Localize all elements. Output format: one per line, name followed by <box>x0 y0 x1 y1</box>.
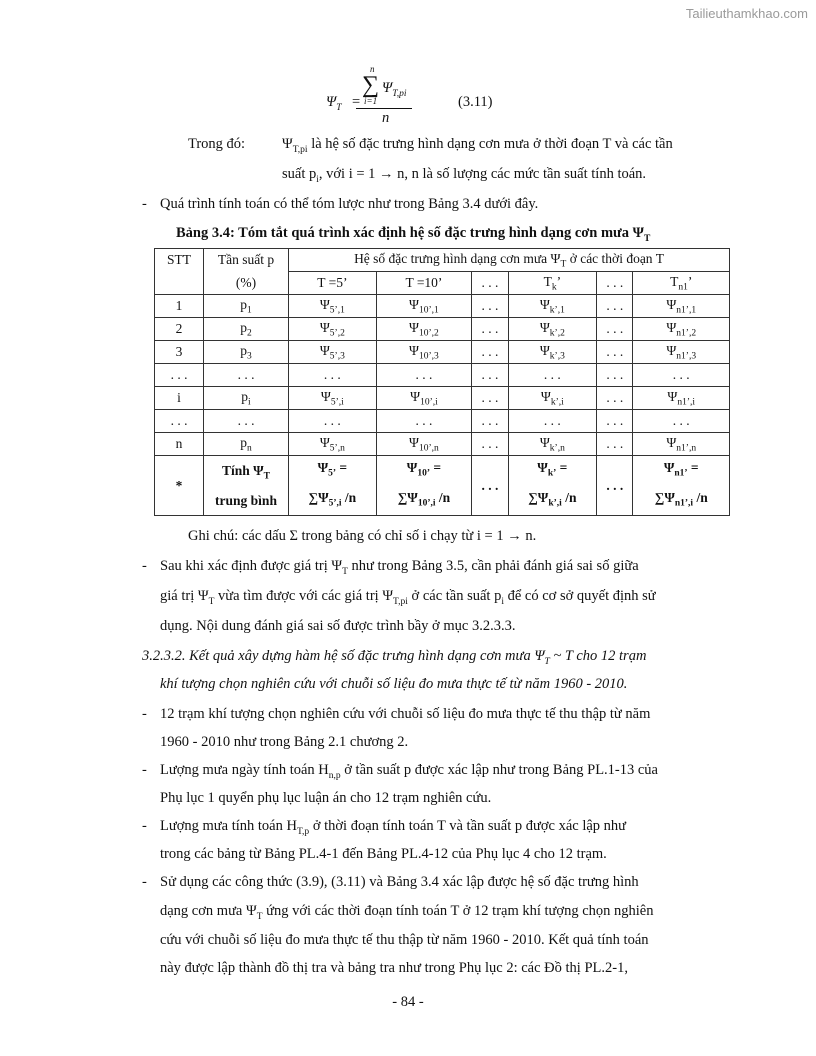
header-stt: STT <box>155 249 204 272</box>
cell-dots: . . . <box>376 410 472 433</box>
section-heading-cont: khí tượng chọn nghiên cứu với chuỗi số liệu đo mưa thực tế từ năm 1960 - 2010. <box>160 676 628 692</box>
header-col-t5: T =5’ <box>289 272 377 295</box>
paragraph-line: dụng. Nội dung đánh giá sai số được trình bầy ở mục 3.2.3.3. <box>160 618 516 634</box>
cell-frequency: $p_1$ <box>204 295 289 318</box>
cell-dots: . . . <box>289 410 377 433</box>
cell-value: $\Psi_{10’,n}$ <box>376 433 472 456</box>
header-col-tn1: $T_{n1}$’ <box>633 272 730 295</box>
paragraph-line: Sử dụng các công thức (3.9), (3.11) và Bảng 3.4 xác lập được hệ số đặc trưng hình <box>160 874 639 890</box>
cell-frequency: $p_n$ <box>204 433 289 456</box>
table-row <box>155 295 730 318</box>
paragraph-line: giá trị $\Psi_T$ vừa tìm được với các giá trị $\Psi_{T,pi}$ ở các tần suất $p_i$ để có cơ sở quyết định sử <box>160 588 656 607</box>
cell-value: $\Psi_{5’,2}$ <box>289 318 377 341</box>
section-heading: 3.2.3.2. Kết quả xây dựng hàm hệ số đặc trưng hình dạng cơn mưa $\Psi_T$ ~ T cho 12 trạm <box>142 648 647 667</box>
cell-dots: . . . <box>633 410 730 433</box>
fraction-bar <box>356 108 412 109</box>
paragraph-line: Sau khi xác định được giá trị $\Psi_T$ như trong Bảng 3.5, cần phải đánh giá sai số giữa <box>160 558 639 577</box>
table-summary-row <box>155 456 730 516</box>
cell-dots: . . . <box>472 295 508 318</box>
cell-value: $\Psi_{5’,n}$ <box>289 433 377 456</box>
cell-summary-label: Tính $\Psi_T$ trung bình <box>204 456 289 516</box>
cell-value: $\Psi_{n1’,1}$ <box>633 295 730 318</box>
cell-value: $\Psi_{n1’,2}$ <box>633 318 730 341</box>
cell-dots: . . . <box>597 456 633 516</box>
paragraph-line: Lượng mưa ngày tính toán $H_{n,p}$ ở tần suất p được xác lập như trong Bảng PL.1-13 của <box>160 762 658 781</box>
formula-3-11 <box>326 62 566 132</box>
cell-frequency: $p_2$ <box>204 318 289 341</box>
cell-value: $\Psi_{10’,3}$ <box>376 341 472 364</box>
definition-label: Trong đó: <box>188 136 246 152</box>
cell-dots: . . . <box>597 433 633 456</box>
formula-number: (3.11) <box>458 94 493 110</box>
cell-dots: . . . <box>472 364 508 387</box>
cell-dots: . . . <box>508 410 597 433</box>
page-number: - 84 - <box>392 994 424 1010</box>
cell-frequency: . . . <box>204 410 289 433</box>
cell-stt: 1 <box>155 295 204 318</box>
cell-dots: . . . <box>472 410 508 433</box>
cell-value: $\Psi_{10’,i}$ <box>376 387 472 410</box>
cell-value: $\Psi_{k’,i}$ <box>508 387 597 410</box>
paragraph-line: Phụ lục 1 quyển phụ lục luận án cho 12 trạm nghiên cứu. <box>160 790 492 806</box>
cell-summary-t5: $\Psi_{5’}$ = $\sum\Psi_{5’,i}$ /n <box>289 456 377 516</box>
cell-value: $\Psi_{k’,3}$ <box>508 341 597 364</box>
cell-dots: . . . <box>597 364 633 387</box>
table-row <box>155 364 730 387</box>
cell-dots: . . . <box>472 318 508 341</box>
header-col-dots-2: . . . <box>597 272 633 295</box>
cell-value: $\Psi_{n1’,i}$ <box>633 387 730 410</box>
cell-stt: . . . <box>155 364 204 387</box>
bullet-dash: - <box>142 874 147 890</box>
table-3-4 <box>154 248 730 516</box>
cell-value: $\Psi_{5’,3}$ <box>289 341 377 364</box>
cell-value: $\Psi_{10’,1}$ <box>376 295 472 318</box>
cell-summary-t10: $\Psi_{10’}$ = $\sum\Psi_{10’,i}$ /n <box>376 456 472 516</box>
bullet-dash: - <box>142 762 147 778</box>
formula-denominator: n <box>382 110 390 126</box>
header-col-t10: T =10’ <box>376 272 472 295</box>
paragraph-line: 1960 - 2010 như trong Bảng 2.1 chương 2. <box>160 734 409 750</box>
cell-dots: . . . <box>472 433 508 456</box>
formula-equals: = <box>352 94 361 110</box>
cell-value: $\Psi_{5’,1}$ <box>289 295 377 318</box>
definition-line-1: $\Psi_{T,pi}$ là hệ số đặc trưng hình dạng cơn mưa ở thời đoạn T và các tần <box>282 136 673 155</box>
cell-dots: . . . <box>597 318 633 341</box>
sum-upper-limit: n <box>370 64 375 74</box>
cell-value: $\Psi_{10’,2}$ <box>376 318 472 341</box>
table-row <box>155 318 730 341</box>
cell-dots: . . . <box>633 364 730 387</box>
paragraph-line: 12 trạm khí tượng chọn nghiên cứu với chuỗi số liệu đo mưa thực tế thu thập từ năm <box>160 706 651 722</box>
cell-dots: . . . <box>597 387 633 410</box>
cell-stt: 2 <box>155 318 204 341</box>
cell-dots: . . . <box>376 364 472 387</box>
cell-value: $\Psi_{n1’,3}$ <box>633 341 730 364</box>
cell-dots: . . . <box>472 387 508 410</box>
sum-lower-limit: i=1 <box>364 96 378 106</box>
cell-stt: i <box>155 387 204 410</box>
formula-lhs: $\Psi_T$ <box>326 94 342 113</box>
cell-value: $\Psi_{k’,n}$ <box>508 433 597 456</box>
bullet-dash: - <box>142 818 147 834</box>
cell-stt: 3 <box>155 341 204 364</box>
cell-summary-tk: $\Psi_{k’}$ = $\sum\Psi_{k’,i}$ /n <box>508 456 597 516</box>
cell-value: $\Psi_{5’,i}$ <box>289 387 377 410</box>
sum-symbol: ∑ <box>362 72 380 98</box>
cell-value: $\Psi_{k’,2}$ <box>508 318 597 341</box>
cell-value: $\Psi_{n1’,n}$ <box>633 433 730 456</box>
header-col-tk: $T_k$’ <box>508 272 597 295</box>
cell-dots: . . . <box>597 341 633 364</box>
cell-stt: n <box>155 433 204 456</box>
cell-frequency: . . . <box>204 364 289 387</box>
header-stt-cont <box>155 272 204 295</box>
bullet-summary: Quá trình tính toán có thể tóm lược như trong Bảng 3.4 dưới đây. <box>160 196 539 212</box>
cell-dots: . . . <box>472 456 508 516</box>
cell-frequency: $p_3$ <box>204 341 289 364</box>
table-note: Ghi chú: các dấu Σ trong bảng có chỉ số i chạy từ i = 1 → n. <box>188 528 537 544</box>
header-frequency-unit: (%) <box>204 272 289 295</box>
header-frequency: Tần suất p <box>204 249 289 272</box>
table-row <box>155 341 730 364</box>
paragraph-line: Lượng mưa tính toán $H_{T,p}$ ở thời đoạn tính toán T và tần suất p được xác lập như <box>160 818 627 837</box>
paragraph-line: dạng cơn mưa $\Psi_T$ ứng với các thời đoạn tính toán T ở 12 trạm khí tượng chọn nghiên <box>160 903 654 922</box>
cell-dots: . . . <box>289 364 377 387</box>
cell-stt: . . . <box>155 410 204 433</box>
paragraph-line: này được lập thành đồ thị tra và bảng tra như trong Phụ lục 2: các Đồ thị PL.2-1, <box>160 960 628 976</box>
cell-stt: * <box>155 456 204 516</box>
cell-dots: . . . <box>472 341 508 364</box>
formula-numerator: $\Psi_{T,pi}$ <box>382 80 407 99</box>
header-col-dots-1: . . . <box>472 272 508 295</box>
definition-line-2: suất $p_i$, với i = 1 → n, n là số lượng các mức tần suất tính toán. <box>282 166 647 185</box>
table-caption: Bảng 3.4: Tóm tắt quá trình xác định hệ số đặc trưng hình dạng cơn mưa $\Psi_T$ <box>176 225 651 244</box>
table-row <box>155 387 730 410</box>
bullet-dash: - <box>142 706 147 722</box>
table-row <box>155 410 730 433</box>
bullet-dash: - <box>142 558 147 574</box>
cell-dots: . . . <box>508 364 597 387</box>
paragraph-line: trong các bảng từ Bảng PL.4-1 đến Bảng PL.4-12 của Phụ lục 4 cho 12 trạm. <box>160 846 607 862</box>
cell-dots: . . . <box>597 295 633 318</box>
bullet-dash: - <box>142 196 147 212</box>
watermark: Tailieuthamkhao.com <box>685 6 808 21</box>
table-row <box>155 433 730 456</box>
header-group: Hệ số đặc trưng hình dạng cơn mưa $\Psi_T$ ở các thời đoạn T <box>289 249 730 272</box>
cell-frequency: $p_i$ <box>204 387 289 410</box>
cell-summary-tn1: $\Psi_{n1’}$ = $\sum\Psi_{n1’,i}$ /n <box>633 456 730 516</box>
paragraph-line: cứu với chuỗi số liệu đo mưa thực tế thu thập từ năm 1960 - 2010. Kết quả tính toán <box>160 932 649 948</box>
cell-dots: . . . <box>597 410 633 433</box>
cell-value: $\Psi_{k’,1}$ <box>508 295 597 318</box>
